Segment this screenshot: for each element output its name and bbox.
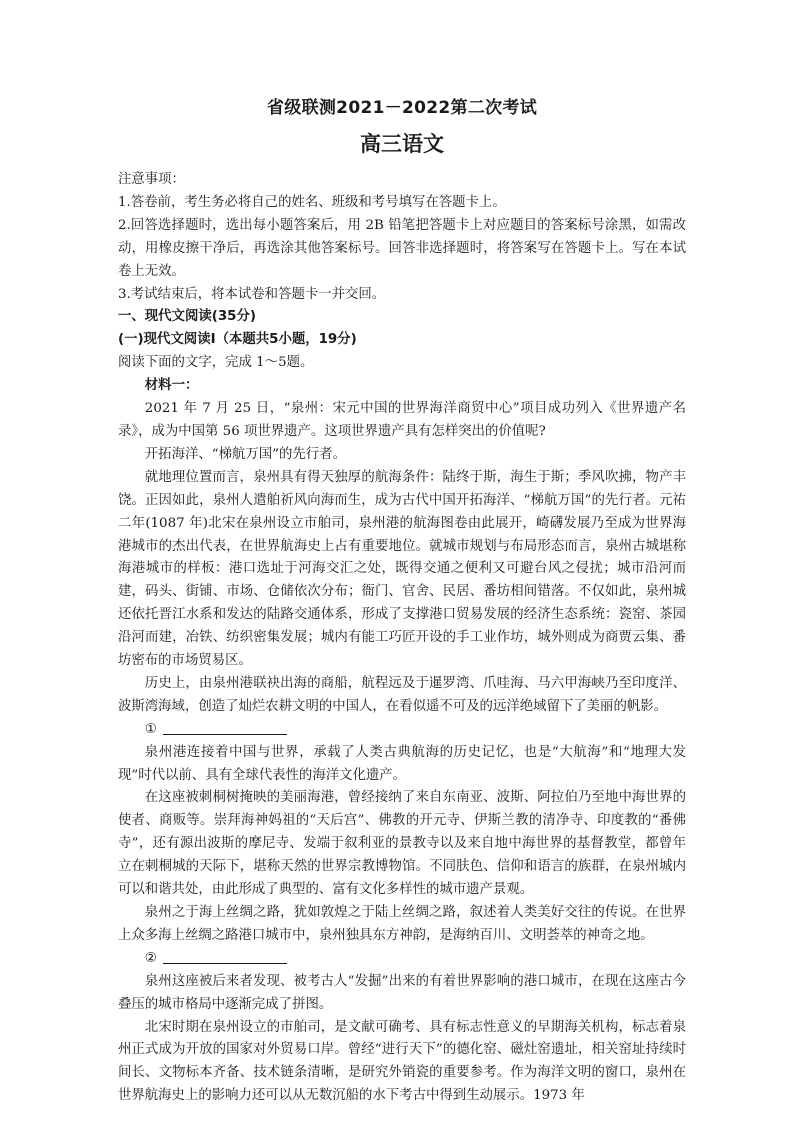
blank-line-1 (118, 719, 686, 742)
instruction: 阅读下面的文字，完成 1～5题。 (118, 355, 314, 371)
paragraph: 开拓海洋、“梯航万国”的先行者。 (144, 446, 346, 462)
paragraph: 历史上，由泉州港联袂出海的商船，航程远及于暹罗湾、爪哇海、马六甲海峡乃至印度洋、波斯湾海域，创造了灿烂农耕文明的中国人，在看似遥不可及的远洋绝域留下了美丽的帆影。 (118, 675, 686, 714)
notice-item-1: 1.答卷前，考生务必将自己的姓名、班级和考号填写在答题卡上。 (118, 194, 506, 210)
paragraph: 泉州这座被后来者发现、被考古人“发掘”出来的有着世界影响的港口城市，在现在这座古今叠压的城市格局中逐渐完成了拼图。 (118, 973, 686, 1012)
blank-number-1: ① (144, 721, 157, 737)
paragraph: 在这座被刺桐树掩映的美丽海港，曾经接纳了来自东南亚、波斯、阿拉伯乃至地中海世界的使者、商贩等。崇拜海神妈祖的“天后宫”、佛教的开元寺、伊斯兰教的清净寺、印度教的“番佛寺”，还有源出波斯的摩尼寺、发端于叙利亚的景教寺以及来自地中海世界的基督教堂，都曾年立在刺桐城的天际下，堪称天然的世界宗教博物馆。不同肤色、信仰和语言的族群，在泉州城内可以和谐共处，由此形成了典型的、富有文化多样性的城市遗产景观。 (118, 790, 686, 898)
blank-number-2: ② (144, 950, 157, 966)
paragraph: 就地理位置而言，泉州具有得天独厚的航海条件：陆终于斯，海生于斯；季风吹拂，物产丰饶。正因如此，泉州人遣舶祈风向海而生，成为古代中国开拓海洋、“梯航万国”的先行者。元祐二年(1087 年)北宋在泉州设立市舶司，泉州港的航海图卷由此展开，崎礴发展乃至成为世界海港城市的杰出代表，在世界航海史上占有重要地位。就城市规划与布局形态而言，泉州古城堪称海港城市的样板：港口选址于河海交汇之处，既得交通之便利又可避台风之侵扰；城市沿河而建，码头、街铺、市场、仓储依次分布；衙门、官舍、民居、番坊相间错落。不仅如此，泉州城还依托晋江水系和发达的陆路交通体系，形成了支撑港口贸易发展的经济生态系统：瓷窑、茶园沿河而建，冶铁、纺织密集发展；城内有能工巧匠开设的手工业作坊，城外则成为商贾云集、番坊密布的市场贸易区。 (118, 469, 686, 669)
blank-underline-2 (163, 949, 287, 964)
material-label: 材料一： (144, 378, 199, 394)
blank-underline-1 (163, 720, 287, 735)
paragraph: 北宋时期在泉州设立的市舶司，是文献可确考、具有标志性意义的早期海关机构，标志着泉州正式成为开放的国家对外贸易口岸。曾经“进行天下”的德化窑、磁灶窑遗址，相关窑址持续时间长、文物标本齐备、技术链条清晰，是研究外销瓷的重要参考。作为海洋文明的窗口，泉州在世界航海史上的影响力还可以从无数沉船的水下考古中得到生动展示。1973 年 (118, 1019, 686, 1104)
part-heading: 一、现代文阅读(35分) (118, 309, 256, 325)
sub-heading: (一)现代文阅读Ⅰ（本题共5小题，19分) (118, 332, 357, 348)
exam-title: 省级联测2021－2022第二次考试 (266, 98, 538, 118)
paragraph: 泉州港连接着中国与世界，承载了人类古典航海的历史记忆，也是“大航海”和“地理大发现”时代以前、具有全球代表性的海洋文化遗产。 (118, 744, 686, 783)
notice-item-2: 2.回答选择题时，选出每小题答案后，用 2B 铅笔把答题卡上对应题目的答案标号涂黑，如需改动，用橡皮擦干净后，再选涂其他答案标号。回答非选择题时，将答案写在答题卡上。写在本试卷上无效。 (118, 217, 686, 279)
blank-line-2 (118, 948, 686, 971)
subject-title: 高三语文 (360, 132, 444, 156)
notice-item-3: 3.考试结束后，将本试卷和答题卡一并交回。 (118, 286, 386, 302)
notice-heading: 注意事项： (118, 172, 185, 187)
paragraph: 2021 年 7 月 25 日，“泉州：宋元中国的世界海洋商贸中心”项目成功列入《世界遗产名录》，成为中国第 56 项世界遗产。这项世界遗产具有怎样突出的价值呢? (118, 401, 686, 439)
paragraph: 泉州之于海上丝绸之路，犹如敦煌之于陆上丝绸之路，叙述着人类美好交往的传说。在世界上众多海上丝绸之路港口城市中，泉州独具东方神韵，是海纳百川、文明荟萃的神奇之地。 (118, 905, 686, 943)
